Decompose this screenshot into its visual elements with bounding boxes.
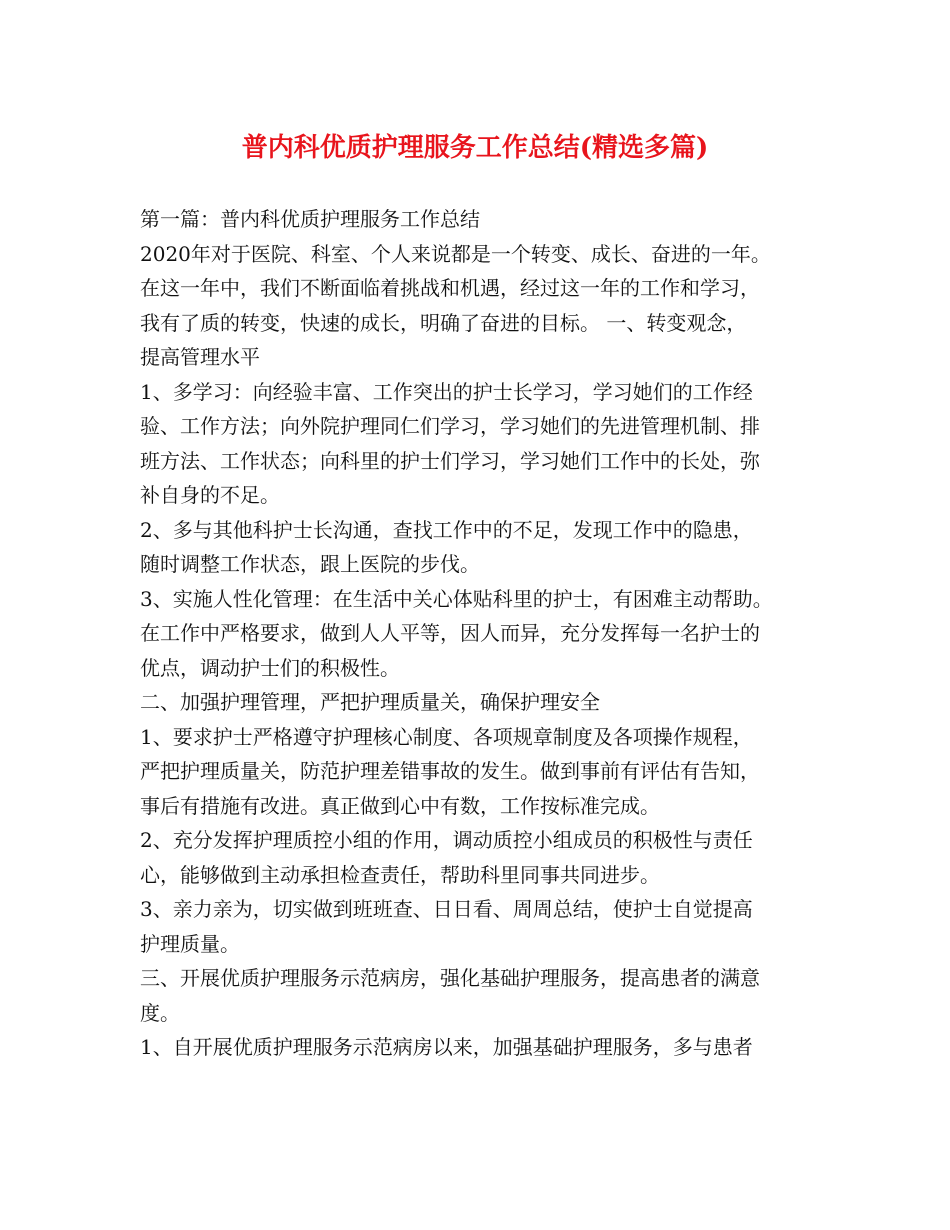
text-line: 严把护理质量关，防范护理差错事故的发生。做到事前有评估有告知， [140, 759, 760, 783]
document-body [140, 202, 830, 1065]
text-line: 度。 [140, 1000, 180, 1025]
text-line: 2、充分发挥护理质控小组的作用，调动质控小组成员的积极性与责任 [140, 828, 753, 852]
text-line: 心，能够做到主动承担检查责任，帮助科里同事共同进步。 [140, 862, 660, 887]
text-line: 事后有措施有改进。真正做到心中有数，工作按标准完成。 [140, 793, 660, 818]
document-title: 普内科优质护理服务工作总结(精选多篇) [241, 133, 709, 163]
text-line: 优点，调动护士们的积极性。 [140, 655, 400, 680]
text-line: 护理质量。 [140, 931, 240, 956]
text-line: 2、多与其他科护士长沟通，查找工作中的不足，发现工作中的隐患， [140, 517, 753, 542]
text-line: 二、加强护理管理，严把护理质量关，确保护理安全 [140, 690, 600, 714]
text-line: 提高管理水平 [140, 345, 260, 369]
text-line: 2020年对于医院、科室、个人来说都是一个转变、成长、奋进的一年。 [140, 241, 771, 266]
text-line: 在工作中严格要求，做到人人平等，因人而异，充分发挥每一名护士的 [140, 621, 760, 645]
text-line: 第一篇：普内科优质护理服务工作总结 [140, 207, 480, 231]
text-line: 1、自开展优质护理服务示范病房以来，加强基础护理服务，多与患者 [140, 1035, 753, 1059]
text-line: 1、要求护士严格遵守护理核心制度、各项规章制度及各项操作规程， [140, 724, 753, 749]
text-line: 我有了质的转变，快速的成长，明确了奋进的目标。 一、转变观念， [140, 310, 747, 335]
text-line: 随时调整工作状态，跟上医院的步伐。 [140, 552, 480, 576]
text-line: 在这一年中，我们不断面临着挑战和机遇，经过这一年的工作和学习， [140, 276, 760, 300]
text-line: 1、多学习：向经验丰富、工作突出的护士长学习，学习她们的工作经 [140, 379, 753, 404]
text-line: 班方法、工作状态；向科里的护士们学习，学习她们工作中的长处，弥 [140, 448, 760, 473]
text-line: 验、工作方法；向外院护理同仁们学习，学习她们的先进管理机制、排 [140, 414, 760, 438]
text-line: 补自身的不足。 [140, 483, 280, 507]
text-line: 三、开展优质护理服务示范病房，强化基础护理服务，提高患者的满意 [140, 966, 760, 990]
text-line: 3、亲力亲为，切实做到班班查、日日看、周周总结，使护士自觉提高 [140, 897, 753, 921]
text-line: 3、实施人性化管理：在生活中关心体贴科里的护士，有困难主动帮助。 [140, 586, 773, 611]
